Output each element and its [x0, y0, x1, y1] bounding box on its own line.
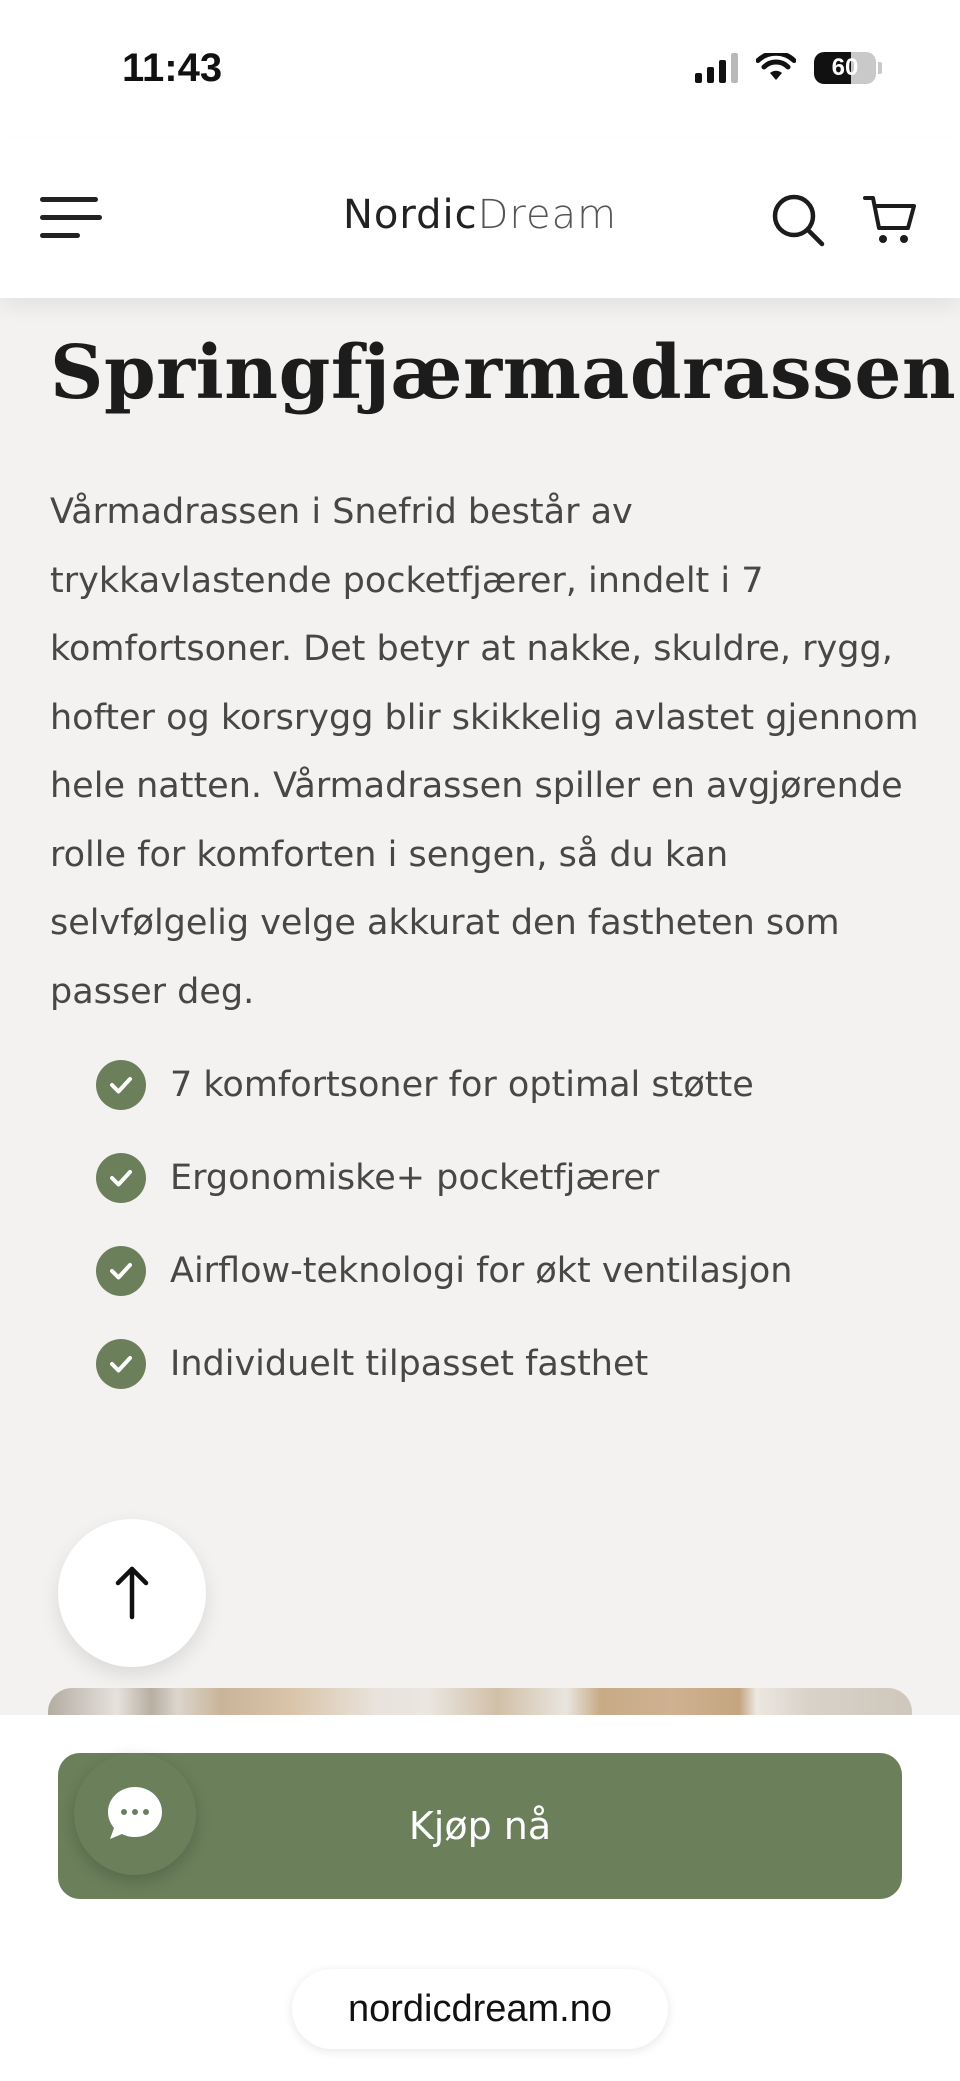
product-description: Vårmadrassen i Snefrid består av trykkavlastende pocketfjærer, inndelt i 7 komfortsoner. Det betyr at nakke, skuldre, rygg, hofter og korsrygg blir skikkelig avlastet gjennom hele natten. Vårmadrassen spiller en avgjørende rolle for komforten i sengen, så du kan selvfølgelig velge akkurat den fastheten som passer deg.	[50, 492, 919, 1012]
feature-list	[96, 1038, 792, 1410]
status-bar	[0, 0, 960, 140]
check-icon	[96, 1060, 146, 1110]
search-icon	[770, 192, 826, 248]
chat-bubble-icon	[104, 1783, 166, 1845]
battery-indicator	[814, 52, 882, 84]
logo-part-nordic: Nordic	[342, 192, 478, 238]
check-icon	[96, 1153, 146, 1203]
status-time: 11:43	[122, 46, 223, 90]
list-item	[96, 1317, 792, 1410]
check-icon	[96, 1246, 146, 1296]
page-title: Springfjærmadrassen	[50, 330, 957, 416]
url-text: nordicdream.no	[347, 1987, 613, 2030]
feature-text: Individuelt tilpasset fasthet	[170, 1343, 649, 1384]
address-bar[interactable]	[292, 1969, 668, 2049]
chat-button[interactable]	[74, 1753, 196, 1875]
cart-button[interactable]	[862, 192, 918, 248]
buy-now-button[interactable]: Kjøp nå	[58, 1753, 902, 1899]
status-icons	[695, 52, 882, 84]
back-to-top-button[interactable]	[58, 1519, 206, 1667]
battery-icon	[814, 52, 876, 84]
feature-text: Ergonomiske+ pocketfjærer	[170, 1157, 660, 1198]
list-item	[96, 1038, 792, 1131]
cellular-signal-icon	[695, 53, 738, 83]
wifi-icon	[756, 53, 796, 83]
arrow-up-icon	[112, 1563, 152, 1623]
battery-level: 60	[831, 54, 859, 81]
list-item	[96, 1224, 792, 1317]
check-icon	[96, 1339, 146, 1389]
sticky-buy-bar	[0, 1715, 960, 2081]
logo-part-dream: Dream	[477, 192, 618, 238]
cart-icon	[862, 192, 918, 248]
feature-text: Airflow-teknologi for økt ventilasjon	[170, 1250, 793, 1291]
feature-text: 7 komfortsoner for optimal støtte	[170, 1064, 754, 1105]
search-button[interactable]	[770, 192, 826, 248]
list-item	[96, 1131, 792, 1224]
site-header	[0, 140, 960, 298]
battery-cap	[878, 62, 882, 74]
